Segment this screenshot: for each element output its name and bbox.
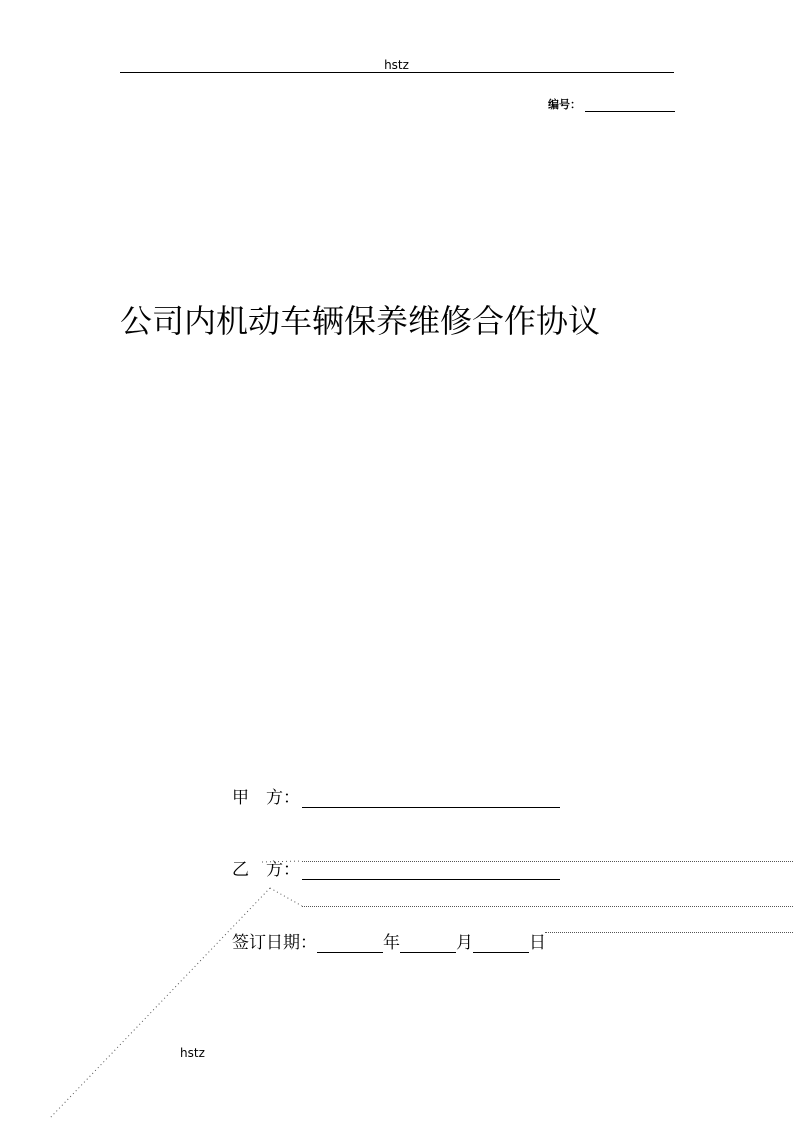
year-label: 年: [383, 933, 400, 953]
document-title: 公司内机动车辆保养维修合作协议: [120, 302, 601, 340]
sign-date-label: 签订日期：: [232, 933, 317, 953]
footer-text: hstz: [180, 1046, 205, 1060]
party-a-label: 甲 方：: [232, 788, 300, 808]
header-text: hstz: [384, 58, 409, 72]
party-b-label: 乙 方：: [232, 860, 300, 880]
month-label: 月: [456, 933, 473, 953]
day-label: 日: [529, 933, 546, 953]
doc-number-label: 编号：: [548, 98, 581, 111]
